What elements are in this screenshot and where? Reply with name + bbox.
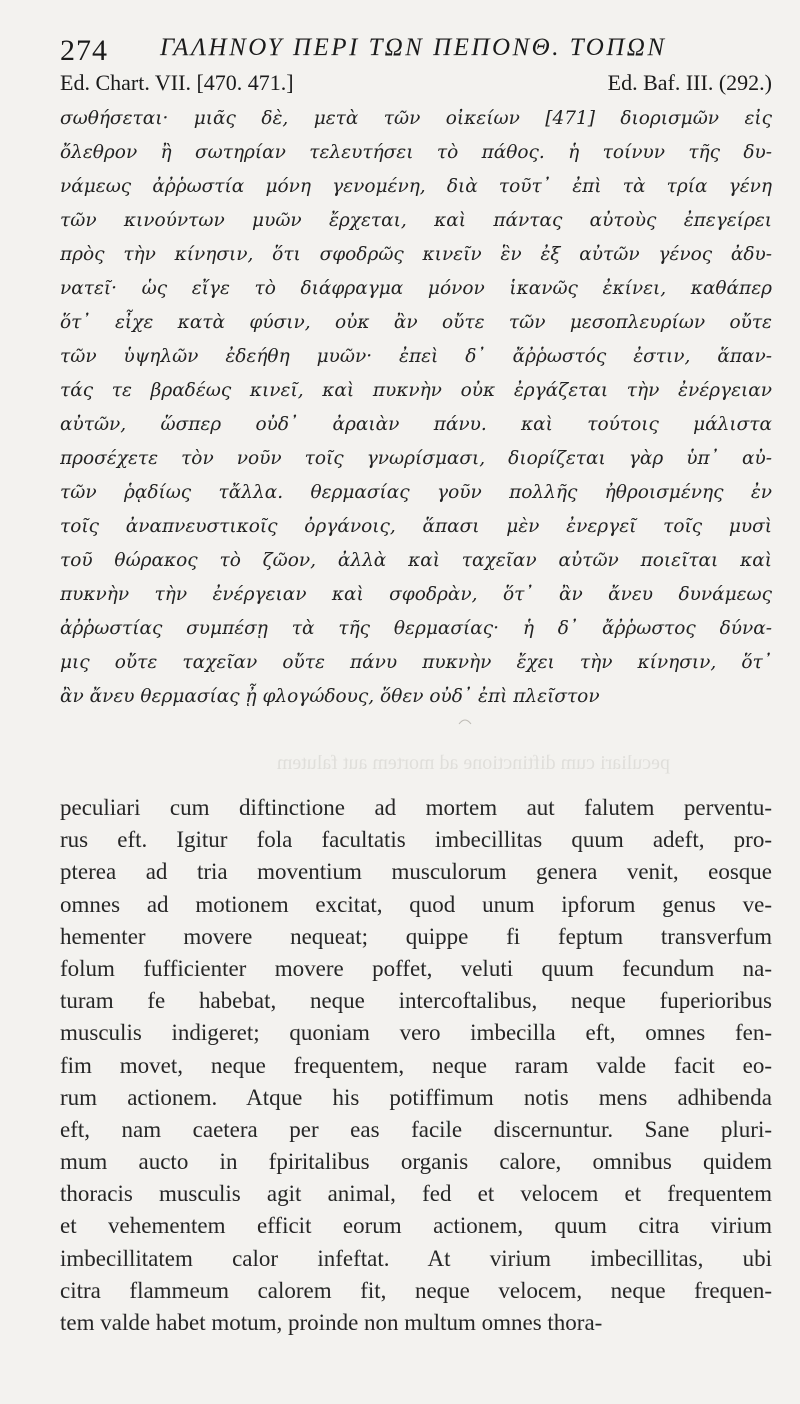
greek-text-line: πρὸς τὴν κίνησιν, ὅτι σφοδρῶς κινεῖν ἓν ἐξ αὐτῶν γένος ἀδυ-: [60, 244, 772, 265]
latin-text-line: turam fe habebat, neque intercoftalibus, neque fuperioribus: [60, 988, 772, 1014]
running-title: ΓΑΛΗΝΟΥ ΠΕΡΙ ΤΩΝ ΠΕΠΟΝΘ. ΤΟΠΩΝ: [160, 34, 667, 61]
greek-text-line: πυκνὴν τὴν ἐνέργειαν καὶ σφοδρὰν, ὅτ᾽ ἂν ἄνευ δυνάμεως: [60, 584, 772, 605]
latin-text-line: eft, nam caetera per eas facile discernuntur. Sane pluri-: [60, 1116, 772, 1142]
greek-text-line: ἀῤῥωστίας συμπέσῃ τὰ τῆς θερμασίας· ἡ δ᾽ ἄῤῥωστος δύνα-: [60, 618, 772, 639]
greek-text-line: τῶν κινούντων μυῶν ἔρχεται, καὶ πάντας αὐτοὺς ἐπεγείρει: [60, 210, 772, 231]
greek-text-line: τῶν ῥᾳδίως τἄλλα. θερμασίας γοῦν πολλῆς ἠθροισμένης ἐν: [60, 482, 772, 503]
latin-text-line: peculiari cum diftinctione ad mortem aut falutem perventu-: [60, 795, 772, 820]
greek-text-line: σωθήσεται· μιᾶς δὲ, μετὰ τῶν οἰκείων [471] διορισμῶν εἰς: [60, 108, 772, 129]
greek-text-line: ὅτ᾽ εἶχε κατὰ φύσιν, οὐκ ἂν οὔτε τῶν μεσοπλευρίων οὔτε: [60, 312, 772, 333]
greek-text-line: τοῦ θώρακος τὸ ζῶον, ἀλλὰ καὶ ταχεῖαν αὐτῶν ποιεῖται καὶ: [60, 550, 772, 571]
edition-basel-reference: Ed. Baf. III. (292.): [607, 70, 772, 95]
greek-text-line: τάς τε βραδέως κινεῖ, καὶ πυκνὴν οὐκ ἐργάζεται τὴν ἐνέργειαν: [60, 380, 772, 401]
greek-text-line: ὄλεθρον ἢ σωτηρίαν τελευτήσει τὸ πάθος. ἡ τοίνυν τῆς δυ-: [60, 142, 772, 163]
greek-text-line: νάμεως ἀῤῥωστία μόνη γενομένη, διὰ τοῦτ᾽ ἐπὶ τὰ τρία γένη: [60, 176, 772, 197]
greek-text-block: [60, 102, 772, 714]
latin-text-line: et vehementem efficit eorum actionem, quum citra virium: [60, 1213, 772, 1239]
paper-mark: [455, 712, 475, 732]
latin-text-line: rus eft. Igitur fola facultatis imbecillitas quum adeft, pro-: [60, 827, 772, 853]
latin-text-line: musculis indigeret; quoniam vero imbecilla eft, omnes fen-: [60, 1020, 772, 1046]
latin-text-line: folum fufficienter movere poffet, veluti quum fecundum na-: [60, 955, 772, 981]
show-through-text: peculiari cum diftinctione ad mortem aut falutem: [276, 752, 670, 774]
latin-text-line: hementer movere nequeat; quippe fi feptum transverfum: [60, 923, 772, 949]
edition-reference-line: [60, 70, 772, 104]
latin-text-line: pterea ad tria moventium musculorum genera venit, eosque: [60, 859, 772, 885]
greek-text-line: τοῖς ἀναπνευστικοῖς ὀργάνοις, ἅπασι μὲν ἐνεργεῖ τοῖς μυσὶ: [60, 516, 772, 537]
page-header: [60, 28, 760, 68]
latin-text-line: omnes ad motionem excitat, quod unum ipforum genus ve-: [60, 891, 772, 917]
latin-text-line: tem valde habet motum, proinde non multum omnes thora-: [60, 1310, 603, 1335]
greek-text-line: μις οὔτε ταχεῖαν οὔτε πάνυ πυκνὴν ἔχει τὴν κίνησιν, ὅτ᾽: [60, 652, 772, 673]
latin-text-line: citra flammeum calorem fit, neque velocem, neque frequen-: [60, 1277, 772, 1303]
edition-chart-reference: Ed. Chart. VII. [470. 471.]: [60, 70, 294, 95]
page-number: 274: [60, 34, 108, 67]
greek-text-line: προσέχετε τὸν νοῦν τοῖς γνωρίσμασι, διορίζεται γὰρ ὑπ᾽ αὐ-: [60, 448, 772, 469]
latin-text-block: [60, 792, 772, 1339]
greek-text-line: αὐτῶν, ὥσπερ οὐδ᾽ ἀραιὰν πάνυ. καὶ τούτοις μάλιστα: [60, 414, 772, 435]
latin-text-line: thoracis musculis agit animal, fed et velocem et frequentem: [60, 1181, 772, 1207]
latin-text-line: mum aucto in fpiritalibus organis calore, omnibus quidem: [60, 1149, 772, 1175]
paper-blemish-icon: [455, 712, 475, 732]
latin-text-line: fim movet, neque frequentem, neque raram valde facit eo-: [60, 1052, 772, 1078]
latin-text-line: rum actionem. Atque his potiffimum notis mens adhibenda: [60, 1084, 772, 1110]
latin-text-line: imbecillitatem calor infeftat. At virium imbecillitas, ubi: [60, 1245, 772, 1271]
greek-text-line: νατεῖ· ὡς εἴγε τὸ διάφραγμα μόνον ἱκανῶς ἐκίνει, καθάπερ: [60, 278, 772, 299]
greek-text-line: τῶν ὑψηλῶν ἐδεήθη μυῶν· ἐπεὶ δ᾽ ἄῤῥωστός ἐστιν, ἅπαν-: [60, 346, 772, 367]
greek-text-line: ἂν ἄνευ θερμασίας ᾖ φλογώδους, ὅθεν οὐδ᾽ ἐπὶ πλεῖστον: [60, 686, 600, 707]
